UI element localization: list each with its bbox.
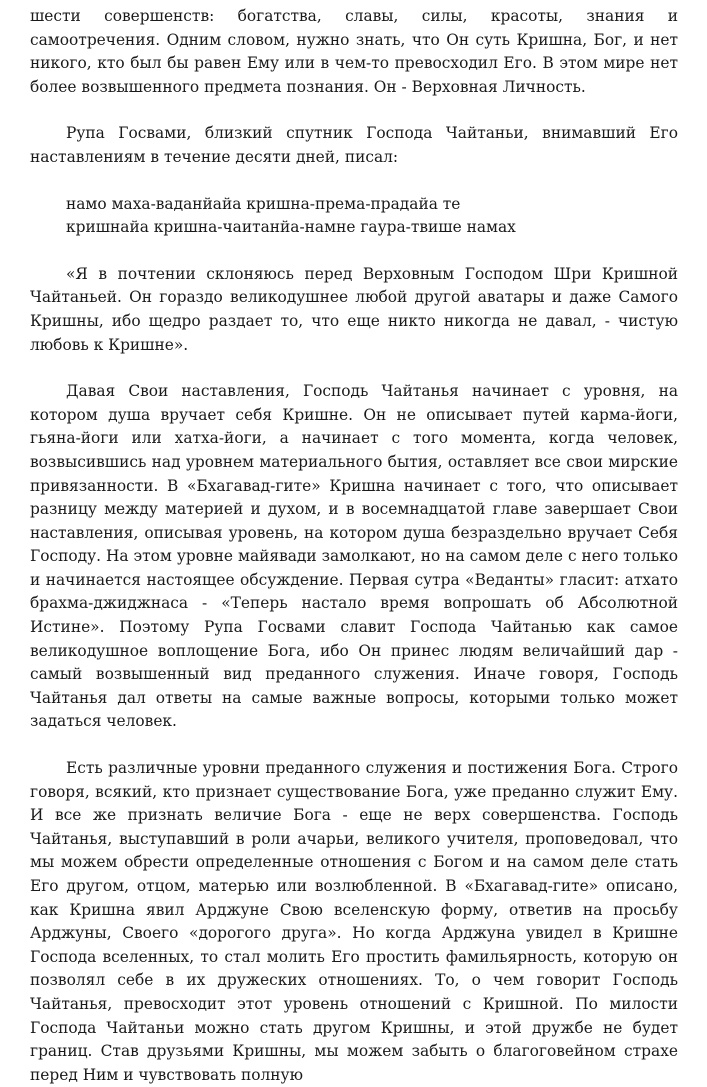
paragraph-continuation: шести совершенств: богатства, славы, силы, красоты, знания и самоотречения. Одним словом, нужно знать, что Он суть Кришна, Бог, и нет никого, кто был бы равен Ему или в чем-то превосходил Его. В этом мире нет более возвышенного предмета познания. Он - Верховная Личность. xyxy=(30,7,678,96)
paragraph-verse-translation: «Я в почтении склоняюсь перед Верховным Господом Шри Кришной Чайтаньей. Он гораздо великодушнее любой другой аватары и даже Самого Кришны, ибо щедро раздает то, что еще никто никогда не давал, - чистую любовь к Кришне». xyxy=(30,264,678,354)
paragraph-rupa-gosvami-intro: Рупа Госвами, близкий спутник Господа Чайтаньи, внимавший Его наставлениям в течение десяти дней, писал: xyxy=(30,124,678,166)
paragraph-levels-of-service: Есть различные уровни преданного служения и постижения Бога. Строго говоря, всякий, кто признает существование Бога, уже преданно служит Ему. И все же признать величие Бога - еще не верх совершенства. Господь Чайтанья, выступавший в роли ачарьи, великого учителя, проповедовал, что мы можем обрести определенные отношения с Богом и на самом деле стать Его другом, отцом, матерью или возлюбленной. В «Бхагавад-гите» описано, как Кришна явил Арджуне Свою вселенскую форму, ответив на просьбу Арджуны, Своего «дорогого друга». Но когда Арджуна увидел в Кришне Господа вселенных, то стал молить Его простить фамильярность, которую он позволял себе в их дружеских отношениях. То, о чем говорит Господь Чайтанья, превосходит этот уровень отношений с Кришной. По милости Господа Чайтаньи можно стать другом Кришны, и этой дружбе не будет границ. Став друзьями Кришны, мы можем забыть о благоговейном страхе перед Ним и чувствовать полную xyxy=(30,759,678,1084)
paragraph-teachings: Давая Свои наставления, Господь Чайтанья начинает с уровня, на котором душа вручает себя Кришне. Он не описывает путей карма-йоги, гьяна-йоги или хатха-йоги, а начинает с того момента, когда человек, возвысившись над уровнем материального бытия, оставляет все свои мирские привязанности. В «Бхагавад-гите» Кришна начинает с того, что описывает разницу между материей и духом, и в восемнадцатой главе завершает Свои наставления, описывая уровень, на котором душа безраздельно вручает Себя Господу. На этом уровне майявади замолкают, но на самом деле с него только и начинается настоящее обсуждение. Первая сутра «Веданты» гласит: атхато брахма-джиджнаса - «Теперь настало время вопрошать об Абсолютной Истине». Поэтому Рупа Госвами славит Господа Чайтанью как самое великодушное воплощение Бога, ибо Он принес людям величайший дар - самый возвышенный вид преданного служения. Иначе говоря, Господь Чайтанья дал ответы на самые важные вопросы, которыми только может задаться человек. xyxy=(30,382,678,731)
sanskrit-verse xyxy=(30,193,678,240)
paragraph-gap xyxy=(30,170,678,193)
paragraph-gap xyxy=(30,734,678,757)
paragraph-gap xyxy=(30,240,678,263)
verse-line-1: намо маха-ваданйайа кришна-према-прадайа те xyxy=(66,194,461,213)
verse-line-2: кришнайа кришна-чаитанйа-намне гаура-твише намах xyxy=(66,218,516,237)
document-page xyxy=(30,5,678,1087)
paragraph-gap xyxy=(30,357,678,380)
paragraph-gap xyxy=(30,99,678,122)
